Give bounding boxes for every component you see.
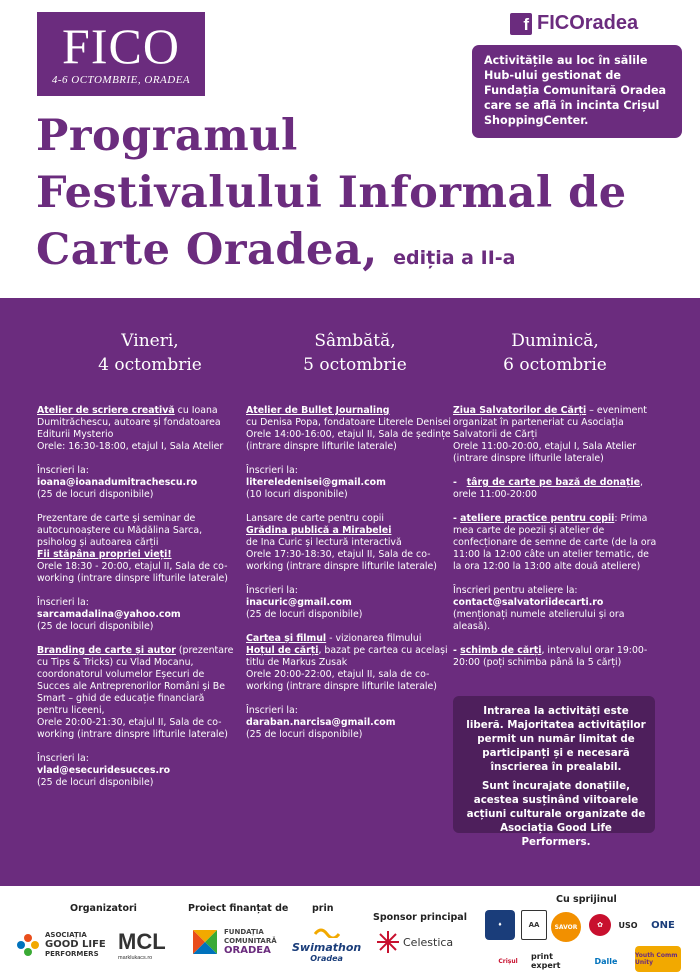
event-pre: Lansare de carte pentru copii: [246, 513, 384, 524]
friday-event-1-registration: [37, 465, 237, 501]
event-desc: , intervalul orar 19:00-20:00 (poți schimba până la 5 cărți): [453, 645, 648, 668]
friday-event-3-registration: [37, 753, 237, 789]
uso-logo: USO: [618, 920, 638, 930]
event-desc: - vizionarea filmului: [326, 633, 422, 644]
event-desc: Prezentare de carte și seminar de autocunoaștere cu Mădălina Sarca, psiholog și autoarea cărții: [37, 513, 203, 548]
celestica-name: Celestica: [403, 935, 454, 949]
saturday-event-2: [246, 513, 451, 573]
event-title: ateliere practice pentru copii: [460, 513, 615, 524]
title-edition: ediția a II-a: [393, 247, 516, 269]
friday-event-1: [37, 405, 237, 453]
sunday-event-3-registration: [453, 585, 658, 633]
list-dash: -: [453, 513, 461, 524]
supporters-logos: [485, 910, 690, 976]
event-title: Cartea și filmul: [246, 633, 327, 644]
event-time: , orele 11:00-20:00: [453, 477, 643, 500]
registration-email[interactable]: daraban.narcisa@gmail.com: [246, 717, 396, 728]
event-time: Orele 20:00-22:00, etajul II, sala de co-working (intrare dinspre lifturile laterale): [246, 669, 437, 692]
good-life-l3: PERFORMERS: [45, 950, 99, 958]
day-name: Vineri,: [121, 331, 179, 351]
registration-label: Înscrieri la:: [246, 465, 298, 476]
facebook-icon: f: [510, 13, 532, 35]
title-line-2: Festivalului Informal de: [36, 168, 627, 218]
seats-available: (25 de locuri disponibile): [37, 777, 154, 788]
friday-event-2: [37, 513, 237, 585]
event-time: Orele: 16:30-18:00, etajul I, Sala Atelier: [37, 441, 224, 452]
good-life-l2: GOOD LIFE: [45, 939, 106, 950]
info-note-donations: Sunt încurajate donațiile, acestea susținând viitoarele acțiuni culturale organizate de Asociația Good Life Performers.: [466, 780, 646, 848]
title-line-1: Programul: [36, 111, 298, 161]
saturday-event-2-registration: [246, 585, 451, 621]
event-desc-2: , bazat pe cartea cu același titlu de Markus Zusak: [246, 645, 448, 668]
event-desc: cu Denisa Popa, fondatoare Literele Denisei: [246, 417, 451, 428]
swimathon-city: Oradea: [310, 954, 343, 963]
event-title: Atelier de Bullet Journaling: [246, 405, 390, 416]
event-desc: cu Ioana Dumitrăchescu, autoare și fondatoarea Editurii Mysterio: [37, 405, 221, 440]
good-life-logo: [15, 931, 106, 959]
logo-name: FICO: [62, 18, 180, 74]
registration-email[interactable]: vlad@esecuridesucces.ro: [37, 765, 171, 776]
event-desc: de Ina Curic și lectură interactivă: [246, 537, 402, 548]
event-time: Orele 17:30-18:30, etajul II, Sala de co-working (intrare dinspre lifturile laterale): [246, 549, 437, 572]
registration-email[interactable]: contact@salvatoriidecarti.ro: [453, 597, 604, 608]
page-title: [36, 108, 627, 287]
print-expert-logo: print expert: [531, 952, 561, 970]
event-title: schimb de cărți: [460, 645, 542, 656]
seats-available: (25 de locuri disponibile): [37, 489, 154, 500]
fco-l3: ORADEA: [224, 945, 271, 956]
event-title: Branding de carte și autor: [37, 645, 176, 656]
day-header-friday: [55, 329, 245, 377]
sunday-event-3: [453, 513, 658, 573]
swimathon-icon: [314, 924, 340, 938]
dalle-logo: Dalle: [594, 956, 618, 966]
event-desc: – eveniment organizat în parteneriat cu Asociația Salvatorii de Cărți: [453, 405, 647, 440]
day-name: Sâmbătă,: [314, 331, 396, 351]
saturday-event-1: [246, 405, 451, 453]
bistro-logo: AA: [521, 910, 547, 940]
fco-logo: [190, 927, 277, 957]
venue-note: Activitățile au loc în sălile Hub-ului gestionat de Fundația Comunitară Oradea care se află în incinta Crișul ShoppingCenter.: [472, 45, 682, 138]
registration-label: Înscrieri la:: [37, 753, 89, 764]
event-time: Orele 20:00-21:30, etajul II, Sala de co-working (intrare dinspre lifturile laterale): [37, 717, 228, 740]
registration-email[interactable]: ioana@ioanadumitrachescu.ro: [37, 477, 198, 488]
registration-email[interactable]: inacuric@gmail.com: [246, 597, 352, 608]
one-logo: ONE: [651, 919, 675, 931]
mcl-name: MCL: [118, 929, 166, 954]
title-line-3: Carte Oradea,: [36, 225, 378, 275]
event-subtitle: Hoțul de cărți: [246, 645, 319, 656]
day-date: 5 octombrie: [303, 355, 407, 375]
registration-email[interactable]: sarcamadalina@yahoo.com: [37, 609, 181, 620]
list-dash: -: [453, 477, 467, 488]
organizers-label: Organizatori: [70, 903, 137, 914]
logo-subtitle: 4-6 OCTOMBRIE, ORADEA: [51, 74, 191, 86]
event-title: Fii stăpâna propriei vieți!: [37, 549, 172, 560]
event-time: Orele 18:30 - 20:00, etajul II, Sala de co-working (intrare dinspre lifturile laterale): [37, 561, 228, 584]
event-title: târg de carte pe bază de donație: [466, 477, 640, 488]
main-sponsor-label: Sponsor principal: [373, 912, 467, 923]
fco-l1: FUNDAȚIA: [224, 928, 264, 936]
event-title: Atelier de scriere creativă: [37, 405, 175, 416]
sunday-event-2: [453, 477, 658, 501]
info-note: [453, 696, 655, 848]
registration-note: (menționați numele atelierului și ora aleasă).: [453, 609, 625, 632]
registration-label: Înscrieri la:: [37, 465, 89, 476]
youth-unity-logo: Youth Comm Unity: [635, 946, 681, 972]
event-time: Orele 11:00-20:00, etajul I, Sala Atelier (intrare dinspre lifturile laterale): [453, 441, 637, 464]
info-note-entry: Intrarea la activități este liberă. Majoritatea activităților permit un număr limitat de participanți și e necesară înscrierea în prealabil.: [466, 705, 646, 773]
salvatorii-logo: ♦: [485, 910, 515, 940]
registration-email[interactable]: litereledenisei@gmail.com: [246, 477, 386, 488]
crisul-logo: Crișul: [498, 957, 518, 965]
fco-l2: COMUNITARĂ: [224, 937, 277, 945]
good-life-l1: ASOCIAȚIA: [45, 931, 87, 939]
sunday-event-4: [453, 645, 658, 669]
seats-available: (10 locuri disponibile): [246, 489, 348, 500]
sunday-event-1: [453, 405, 658, 465]
registration-label: Înscrieri la:: [246, 585, 298, 596]
seats-available: (25 de locuri disponibile): [246, 609, 363, 620]
event-desc: : Prima mea carte de poezii și atelier de confecționare de semne de carte (de la ora 11:00 la 12:00 câte un atelier tematic, de la ora 12:00 la 13:00 alte două ateliere): [453, 513, 657, 572]
event-time: Orele 14:00-16:00, etajul II, Sala de ședințe (intrare dinspre lifturile laterale): [246, 429, 451, 452]
day-date: 6 octombrie: [503, 355, 607, 375]
registration-label: Înscrieri la:: [37, 597, 89, 608]
swimathon-name: Swimathon: [292, 941, 362, 954]
swimathon-logo: [292, 924, 361, 963]
support-label: Cu sprijinul: [556, 894, 617, 905]
friday-event-3: [37, 645, 237, 741]
seats-available: (25 de locuri disponibile): [37, 621, 154, 632]
event-title: Grădina publică a Mirabelei: [246, 525, 392, 536]
friday-column: [37, 405, 237, 801]
saturday-event-3-registration: [246, 705, 451, 741]
good-life-icon: [15, 932, 41, 958]
facebook-handle: FICOradea: [537, 12, 639, 34]
celestica-logo: [376, 930, 453, 954]
day-name: Duminică,: [511, 331, 599, 351]
day-header-saturday: [260, 329, 450, 377]
fico-logo: [37, 12, 205, 96]
savor-logo: SAVOR: [551, 912, 581, 942]
facebook-link[interactable]: [510, 12, 638, 35]
sunday-column: [453, 405, 658, 681]
seats-available: (25 de locuri disponibile): [246, 729, 363, 740]
fco-icon: [190, 927, 220, 957]
event-title: Ziua Salvatorilor de Cărți: [453, 405, 587, 416]
registration-label: Înscrieri pentru ateliere la:: [453, 585, 578, 596]
day-header-sunday: [460, 329, 650, 377]
mcl-site: marklukacs.ro: [118, 955, 153, 961]
registration-label: Înscrieri la:: [246, 705, 298, 716]
saturday-event-1-registration: [246, 465, 451, 501]
rosette-icon: ✿: [589, 914, 611, 936]
friday-event-2-registration: [37, 597, 237, 633]
funded-label: Proiect finanțat de: [188, 903, 289, 914]
event-desc: (prezentare cu Tips & Tricks) cu Vlad Mocanu, coordonatorul volumelor Eșecuri de Succes ale Antreprenorilor Români și Be Smart – ghid de educație financiară pentru liceeni,: [37, 645, 234, 716]
day-date: 4 octombrie: [98, 355, 202, 375]
via-label: prin: [312, 903, 334, 914]
celestica-icon: [376, 930, 400, 954]
list-dash: -: [453, 645, 461, 656]
mcl-logo: [118, 929, 166, 961]
saturday-event-3: [246, 633, 451, 693]
saturday-column: [246, 405, 451, 753]
